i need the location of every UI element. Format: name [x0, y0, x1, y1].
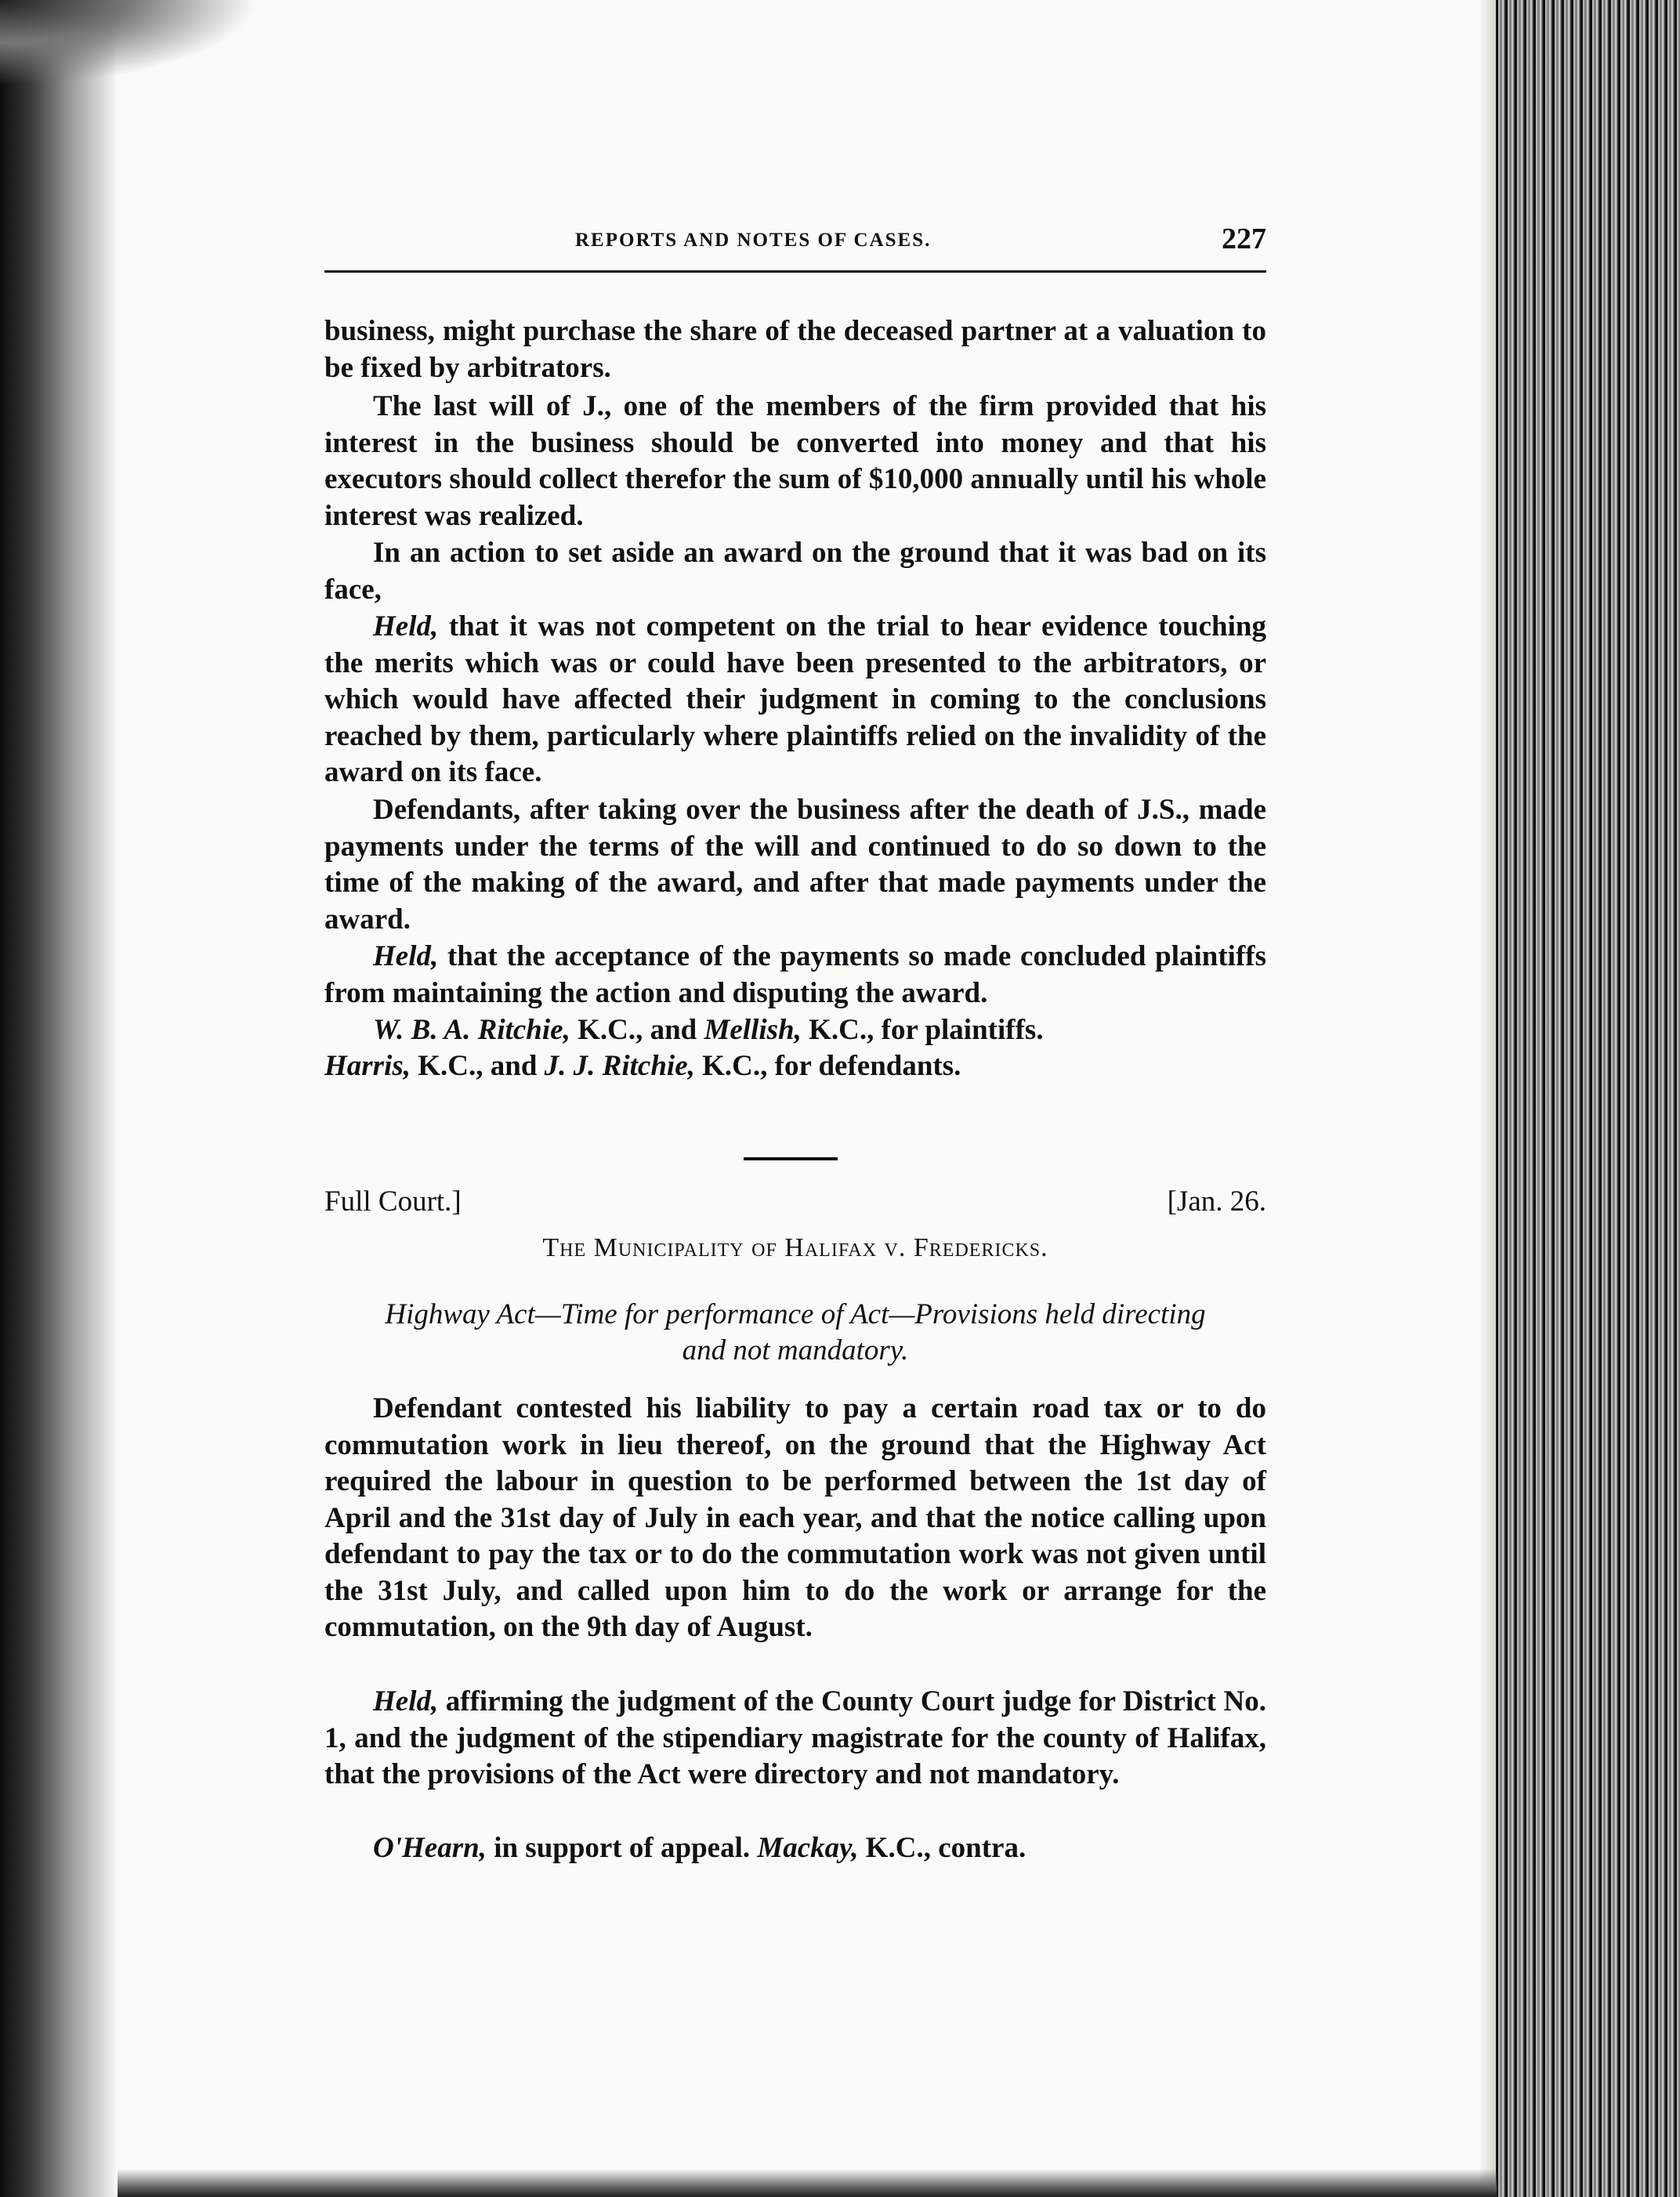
scan-right-shadow	[1479, 0, 1496, 2197]
running-title: REPORTS AND NOTES OF CASES.	[575, 230, 932, 251]
paragraph: In an action to set aside an award on the ground that it was bad on its face,	[324, 537, 1266, 606]
counsel-name: Mackay,	[757, 1832, 859, 1864]
running-header	[324, 222, 1266, 269]
counsel-text: in support of appeal.	[486, 1832, 758, 1864]
paragraph-text: that it was not competent on the trial to hear evidence touching the merits which was or could have been presented to the arbitrators, or which would have affected their judgment in coming to the conclusions reached by them, particularly where plaintiffs relied on the invalidity of the award on its face.	[324, 610, 1266, 788]
paragraph	[324, 1684, 1266, 1793]
counsel-line	[324, 1012, 1266, 1049]
counsel-name: W. B. A. Ritchie,	[373, 1014, 570, 1046]
counsel-name: J. J. Ritchie,	[544, 1050, 695, 1082]
counsel-name: O'Hearn,	[373, 1832, 487, 1864]
held-label: Held,	[373, 610, 439, 642]
scan-left-edge	[0, 0, 118, 2197]
paragraph: business, might purchase the share of the deceased partner at a valuation to be fixed by arbitrators.	[324, 315, 1266, 384]
page-number: 227	[1222, 223, 1266, 255]
counsel-text: K.C., and	[411, 1050, 545, 1082]
court-name: Full Court.]	[324, 1185, 462, 1218]
paragraph: The last will of J., one of the members of the firm provided that his interest in the business should be converted into money and that his executors should collect therefor the sum of $10,000 annually until his whole interest was realized.	[324, 390, 1266, 532]
counsel-text: K.C., for plaintiffs.	[801, 1014, 1044, 1046]
counsel-name: Mellish,	[704, 1014, 802, 1046]
counsel-text: K.C., for defendants.	[694, 1050, 961, 1082]
paragraph-text: that the acceptance of the payments so made concluded plaintiffs from maintaining the action and disputing the award.	[324, 940, 1266, 1009]
paragraph	[324, 939, 1266, 1012]
counsel-text: K.C., and	[570, 1014, 704, 1046]
counsel-text: K.C., contra.	[858, 1832, 1026, 1864]
paragraph	[324, 609, 1266, 791]
held-label: Held,	[373, 1685, 439, 1717]
court-line	[324, 1185, 1266, 1224]
counsel-line	[324, 1830, 1266, 1867]
paragraph: Defendant contested his liability to pay a certain road tax or to do commutation work in lieu thereof, on the ground that the Highway Act required the labour in question to be performed between the 1st day of April and the 31st day of July in each year, and that the notice calling upon defendant to pay the tax or to do the commutation work was not given until the 31st July, and called upon him to do the work or arrange for the commutation, on the 9th day of August.	[324, 1392, 1266, 1643]
scan-corner-shadow	[0, 0, 259, 86]
header-rule	[324, 270, 1266, 273]
counsel-name: Harris,	[324, 1050, 411, 1082]
section-divider	[744, 1157, 838, 1160]
paragraph-text: affirming the judgment of the County Court judge for District No. 1, and the judgment of the stipendiary magistrate for the county of Halifax, that the provisions of the Act were directory and not mandatory.	[324, 1685, 1266, 1790]
case-date: [Jan. 26.	[1167, 1185, 1266, 1218]
book-page	[324, 0, 1266, 2197]
counsel-line	[324, 1048, 1266, 1085]
case-title: The Municipality of Halifax v. Fredericks.	[542, 1233, 1048, 1262]
case-headnote: Highway Act—Time for performance of Act—Provisions held directing and not mandatory.	[385, 1298, 1206, 1366]
scan-right-edge	[1496, 0, 1680, 2197]
held-label: Held,	[373, 940, 439, 972]
paragraph: Defendants, after taking over the business after the death of J.S., made payments under the terms of the will and continued to do so down to the time of the making of the award, and after that made payments under the award.	[324, 794, 1266, 936]
